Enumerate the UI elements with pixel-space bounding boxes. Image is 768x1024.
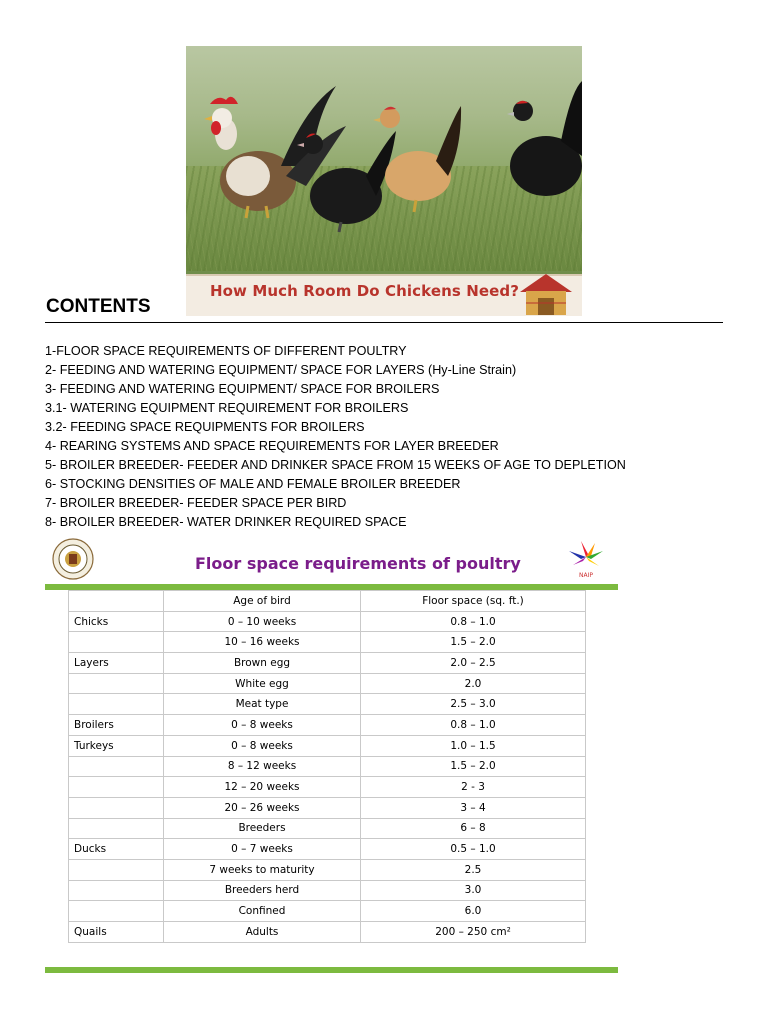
contents-item: 6- STOCKING DENSITIES OF MALE AND FEMALE BROILER BREEDER (45, 477, 461, 491)
cell-age: 7 weeks to maturity (164, 859, 361, 880)
cell-space: 0.8 – 1.0 (361, 715, 586, 736)
cell-category: Quails (69, 922, 164, 943)
contents-item: 3- FEEDING AND WATERING EQUIPMENT/ SPACE FOR BROILERS (45, 382, 440, 396)
chickens-illustration (186, 46, 582, 278)
institute-logo (52, 538, 94, 580)
table-row (69, 756, 586, 777)
right-hen-figure (507, 81, 582, 196)
contents-heading: CONTENTS (46, 296, 151, 317)
table-row (69, 715, 586, 736)
contents-item: 5- BROILER BREEDER- FEEDER AND DRINKER SPACE FROM 15 WEEKS OF AGE TO DEPLETION (45, 458, 626, 472)
table-row (69, 694, 586, 715)
cell-age: 0 – 8 weeks (164, 715, 361, 736)
cell-category: Chicks (69, 611, 164, 632)
cell-age: Breeders herd (164, 880, 361, 901)
contents-item: 1-FLOOR SPACE REQUIREMENTS OF DIFFERENT POULTRY (45, 344, 407, 358)
barn-icon (516, 270, 576, 316)
contents-item: 8- BROILER BREEDER- WATER DRINKER REQUIRED SPACE (45, 515, 407, 529)
cell-category: Ducks (69, 839, 164, 860)
cell-age: Brown egg (164, 653, 361, 674)
table-row (69, 611, 586, 632)
cell-space: 2.0 (361, 673, 586, 694)
table-row (69, 735, 586, 756)
cell-category (69, 901, 164, 922)
cell-category (69, 694, 164, 715)
cell-age: 0 – 8 weeks (164, 735, 361, 756)
hero-image (186, 46, 582, 300)
cell-age: 20 – 26 weeks (164, 797, 361, 818)
contents-list (45, 342, 626, 532)
header-floor-space: Floor space (sq. ft.) (361, 591, 586, 612)
cell-age: 10 – 16 weeks (164, 632, 361, 653)
cell-space: 0.8 – 1.0 (361, 611, 586, 632)
hero-caption: How Much Room Do Chickens Need? (210, 282, 520, 300)
contents-item: 2- FEEDING AND WATERING EQUIPMENT/ SPACE FOR LAYERS (Hy-Line Strain) (45, 363, 517, 377)
cell-age: Adults (164, 922, 361, 943)
cell-category (69, 797, 164, 818)
cell-space: 6 – 8 (361, 818, 586, 839)
cell-age: Breeders (164, 818, 361, 839)
cell-category (69, 777, 164, 798)
cell-age: 8 – 12 weeks (164, 756, 361, 777)
cell-category (69, 880, 164, 901)
header-category (69, 591, 164, 612)
cell-age: Meat type (164, 694, 361, 715)
table-row (69, 922, 586, 943)
cell-space: 2.0 – 2.5 (361, 653, 586, 674)
contents-item: 3.1- WATERING EQUIPMENT REQUIREMENT FOR BROILERS (45, 401, 409, 415)
contents-item: 7- BROILER BREEDER- FEEDER SPACE PER BIRD (45, 496, 347, 510)
cell-space: 1.5 – 2.0 (361, 756, 586, 777)
cell-age: 12 – 20 weeks (164, 777, 361, 798)
cell-space: 2.5 – 3.0 (361, 694, 586, 715)
table-row (69, 839, 586, 860)
header-age: Age of bird (164, 591, 361, 612)
floor-space-table (68, 590, 586, 943)
cell-category (69, 818, 164, 839)
cell-space: 3 – 4 (361, 797, 586, 818)
bottom-accent-bar (45, 967, 618, 973)
caption-strip (186, 274, 582, 316)
table-row (69, 673, 586, 694)
cell-space: 2 - 3 (361, 777, 586, 798)
cell-category (69, 756, 164, 777)
cell-category: Turkeys (69, 735, 164, 756)
cell-age: 0 – 7 weeks (164, 839, 361, 860)
cell-space: 1.0 – 1.5 (361, 735, 586, 756)
table-row (69, 653, 586, 674)
table-row (69, 777, 586, 798)
cell-space: 6.0 (361, 901, 586, 922)
slide-title: Floor space requirements of poultry (195, 554, 521, 573)
black-hen-figure (297, 131, 396, 232)
cell-category: Layers (69, 653, 164, 674)
cell-category: Broilers (69, 715, 164, 736)
cell-space: 2.5 (361, 859, 586, 880)
table-row (69, 880, 586, 901)
cell-category (69, 859, 164, 880)
cell-space: 3.0 (361, 880, 586, 901)
cell-space: 200 – 250 cm² (361, 922, 586, 943)
cell-space: 1.5 – 2.0 (361, 632, 586, 653)
cell-category (69, 632, 164, 653)
floor-space-slide (45, 537, 618, 974)
cell-category (69, 673, 164, 694)
table-row (69, 818, 586, 839)
contents-item: 4- REARING SYSTEMS AND SPACE REQUIREMENTS FOR LAYER BREEDER (45, 439, 499, 453)
cell-age: White egg (164, 673, 361, 694)
table-row (69, 632, 586, 653)
table-row (69, 859, 586, 880)
table-header-row (69, 591, 586, 612)
naip-logo (565, 539, 607, 581)
contents-item: 3.2- FEEDING SPACE REQUIPMENTS FOR BROILERS (45, 420, 365, 434)
cell-age: Confined (164, 901, 361, 922)
contents-divider (45, 322, 723, 323)
cell-space: 0.5 – 1.0 (361, 839, 586, 860)
naip-label: NAIP (579, 572, 593, 579)
table-row (69, 901, 586, 922)
table-row (69, 797, 586, 818)
cell-age: 0 – 10 weeks (164, 611, 361, 632)
